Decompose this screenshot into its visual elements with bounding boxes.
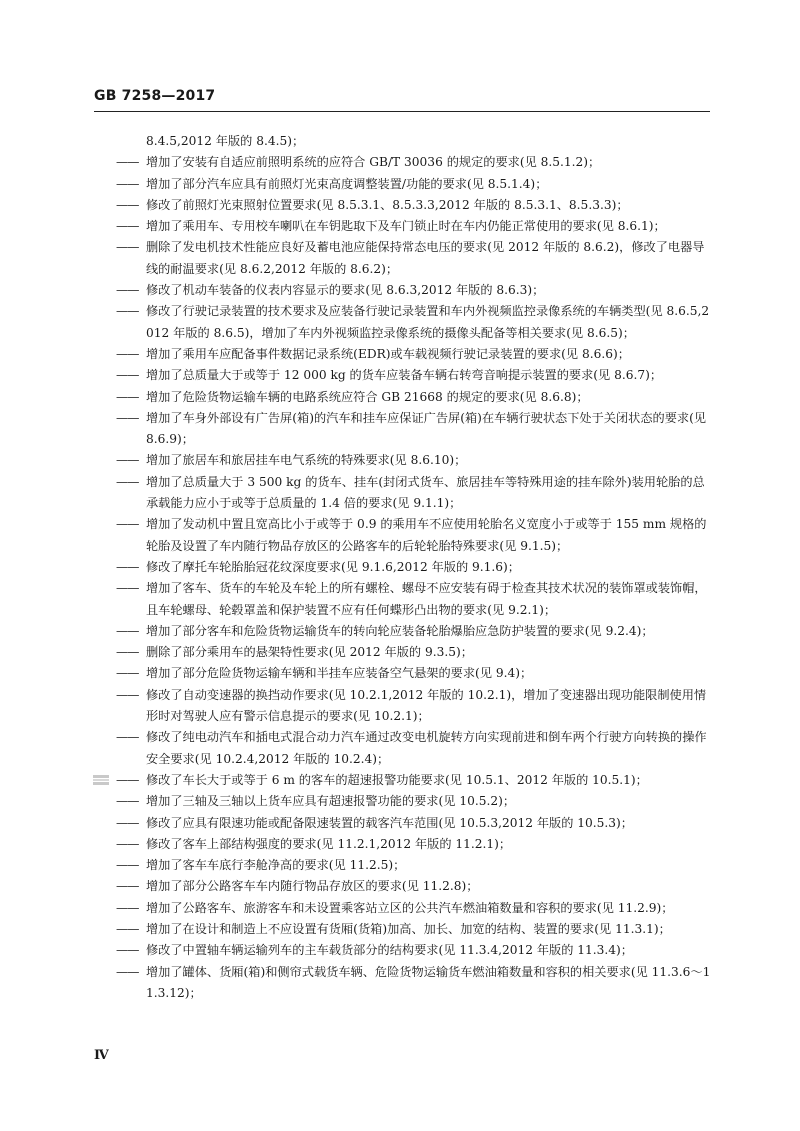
change-item-text: 增加了客车、货车的车轮及车轮上的所有螺栓、螺母不应安装有碍于检查其技术状况的装饰罩或装饰帽，且车轮螺母、轮毂罩盖和保护装置不应有任何蝶形凸出物的要求(见 9.2.1)； (146, 581, 707, 617)
change-item (116, 791, 716, 812)
change-item (116, 195, 716, 216)
change-item-text: 增加了乘用车应配备事件数据记录系统(EDR)或车载视频行驶记录装置的要求(见 8.6.6)； (146, 346, 630, 361)
change-item-text: 增加了车身外部设有广告屏(箱)的汽车和挂车应保证广告屏(箱)在车辆行驶状态下处于关闭状态的要求(见 8.6.9)； (146, 410, 707, 447)
change-item (116, 472, 716, 515)
change-item (116, 280, 716, 301)
list-dash: —— (116, 389, 139, 404)
change-item-text: 修改了纯电动汽车和插电式混合动力汽车通过改变电机旋转方向实现前进和倒车两个行驶方向转换的操作安全要求(见 10.2.4,2012 年版的 10.2.4)； (146, 730, 707, 766)
change-item (116, 237, 716, 280)
change-item (116, 578, 716, 621)
change-item (116, 663, 716, 684)
list-dash: —— (116, 346, 139, 361)
list-dash: —— (116, 858, 139, 873)
change-item (116, 174, 716, 195)
change-item-text: 增加了三轴及三轴以上货车应具有超速报警功能的要求(见 10.5.2)； (146, 794, 516, 809)
list-dash: —— (116, 176, 139, 191)
change-item-text: 增加了部分客车和危险货物运输货车的转向轮应装备轮胎爆胎应急防护装置的要求(见 9.2.4)； (146, 623, 654, 638)
change-item-text: 删除了部分乘用车的悬架特性要求(见 2012 年版的 9.3.5)； (146, 645, 473, 660)
change-item (116, 642, 716, 663)
list-dash: —— (116, 943, 139, 958)
list-dash: —— (116, 730, 139, 745)
change-item-text: 增加了发动机中置且宽高比小于或等于 0.9 的乘用车不应使用轮胎名义宽度小于或等于 155 mm 规格的轮胎及设置了车内随行物品存放区的公路客车的后轮轮胎特殊要求(见 9.1.5)； (146, 517, 707, 553)
change-item (116, 301, 716, 344)
change-item-text: 增加了旅居车和旅居挂车电气系统的特殊要求(见 8.6.10)； (146, 453, 467, 468)
list-dash: —— (116, 794, 139, 809)
change-item-text: 修改了应具有限速功能或配备限速装置的载客汽车范围(见 10.5.3,2012 年版的 10.5.3)； (146, 815, 633, 830)
list-dash: —— (116, 283, 139, 298)
change-item-text: 修改了摩托车轮胎胎冠花纹深度要求(见 9.1.6,2012 年版的 9.1.6)； (146, 559, 520, 574)
change-item-text: 增加了公路客车、旅游客车和未设置乘客站立区的公共汽车燃油箱数量和容积的要求(见 11.2.9)； (146, 900, 674, 915)
change-item-text: 修改了客车上部结构强度的要求(见 11.2.1,2012 年版的 11.2.1)； (146, 836, 512, 851)
change-item-text: 8.4.5,2012 年版的 8.4.5)； (146, 134, 305, 148)
change-item-text: 增加了部分危险货物运输车辆和半挂车应装备空气悬架的要求(见 9.4)； (146, 666, 533, 681)
change-item-text: 修改了车长大于或等于 6 m 的客车的超速报警功能要求(见 10.5.1、2012 年版的 10.5.1)； (146, 772, 648, 787)
list-dash: —— (116, 964, 139, 979)
list-dash: —— (116, 517, 139, 532)
change-item-text: 增加了罐体、货厢(箱)和侧帘式载货车辆、危险货物运输货车燃油箱数量和容积的相关要求(见 11.3.6～11.3.12)； (146, 964, 711, 1000)
list-dash: —— (116, 197, 139, 212)
list-dash: —— (116, 219, 139, 234)
change-item-text: 增加了部分汽车应具有前照灯光束高度调整装置/功能的要求(见 8.5.1.4)； (146, 176, 548, 191)
change-item-text: 修改了行驶记录装置的技术要求及应装备行驶记录装置和车内外视频监控录像系统的车辆类型(见 8.6.5,2012 年版的 8.6.5)，增加了车内外视频监控录像系统的摄像头配备等相关要求(见 8.6.5)； (146, 304, 710, 340)
change-item (116, 727, 716, 770)
list-dash: —— (116, 921, 139, 936)
list-dash: —— (116, 645, 139, 660)
change-item (116, 876, 716, 897)
change-item (116, 621, 716, 642)
list-dash: —— (116, 581, 139, 596)
list-dash: —— (116, 772, 139, 787)
change-item-text: 删除了发电机技术性能应良好及蓄电池应能保持常态电压的要求(见 2012 年版的 8.6.2)，修改了电器导线的耐温要求(见 8.6.2,2012 年版的 8.6.2)； (146, 240, 705, 276)
change-item-text: 增加了客车车底行李舱净高的要求(见 11.2.5)； (146, 858, 406, 873)
change-item (116, 898, 716, 919)
list-dash: —— (116, 240, 139, 255)
change-item-text: 增加了总质量大于 3 500 kg 的货车、挂车(封闭式货车、旅居挂车等特殊用途的挂车除外)装用轮胎的总承载能力应小于或等于总质量的 1.4 倍的要求(见 9.1.1)； (146, 474, 705, 511)
list-dash: —— (116, 900, 139, 915)
list-dash: —— (116, 687, 139, 702)
list-dash: —— (116, 368, 139, 383)
page-number: Ⅳ (94, 1048, 109, 1063)
header-rule (94, 111, 710, 112)
change-item (116, 216, 716, 237)
change-item (116, 940, 716, 961)
list-dash: —— (116, 410, 139, 425)
change-item (116, 855, 716, 876)
change-item-text: 修改了前照灯光束照射位置要求(见 8.5.3.1、8.5.3.3,2012 年版的 8.5.3.1、8.5.3.3)； (146, 197, 629, 212)
change-item (116, 813, 716, 834)
change-item (116, 770, 716, 791)
standard-code: GB 7258—2017 (94, 88, 216, 104)
change-item-text: 增加了在设计和制造上不应设置有货厢(货箱)加高、加长、加宽的结构、装置的要求(见 11.3.1)； (146, 921, 671, 936)
change-item (116, 834, 716, 855)
change-item-text: 增加了乘用车、专用校车喇叭在车钥匙取下及车门锁止时在车内仍能正常使用的要求(见 8.6.1)； (146, 219, 666, 234)
change-item (116, 387, 716, 408)
change-item-text: 修改了中置轴车辆运输列车的主车载货部分的结构要求(见 11.3.4,2012 年版的 11.3.4)； (146, 943, 633, 958)
change-item (116, 450, 716, 471)
change-item (116, 685, 716, 728)
list-dash: —— (116, 155, 139, 170)
stamp-mark-icon (92, 774, 110, 786)
change-item (116, 408, 716, 451)
list-dash: —— (116, 559, 139, 574)
change-item-text: 增加了危险货物运输车辆的电路系统应符合 GB 21668 的规定的要求(见 8.6.8)； (146, 389, 589, 404)
change-item (116, 514, 716, 557)
change-item (116, 557, 716, 578)
change-item-text: 增加了部分公路客车车内随行物品存放区的要求(见 11.2.8)； (146, 879, 479, 894)
change-item-text: 修改了自动变速器的换挡动作要求(见 10.2.1,2012 年版的 10.2.1)，增加了变速器出现功能限制使用情形时对驾驶人应有警示信息提示的要求(见 10.2.1)； (146, 687, 707, 724)
list-dash: —— (116, 304, 139, 319)
changes-list (116, 131, 716, 1004)
list-dash: —— (116, 453, 139, 468)
list-dash: —— (116, 623, 139, 638)
list-dash: —— (116, 836, 139, 851)
change-item (116, 919, 716, 940)
list-dash: —— (116, 815, 139, 830)
change-item-text: 增加了安装有自适应前照明系统的应符合 GB/T 30036 的规定的要求(见 8.5.1.2)； (146, 155, 601, 170)
list-dash: —— (116, 666, 139, 681)
change-item (116, 962, 716, 1005)
change-item (116, 344, 716, 365)
list-dash: —— (116, 474, 139, 489)
change-item-text: 增加了总质量大于或等于 12 000 kg 的货车应装备车辆右转弯音响提示装置的要求(见 8.6.7)； (146, 368, 663, 383)
change-item (116, 365, 716, 386)
change-item (116, 152, 716, 173)
change-item (116, 131, 716, 152)
list-dash: —— (116, 879, 139, 894)
change-item-text: 修改了机动车装备的仪表内容显示的要求(见 8.6.3,2012 年版的 8.6.3)； (146, 283, 545, 298)
